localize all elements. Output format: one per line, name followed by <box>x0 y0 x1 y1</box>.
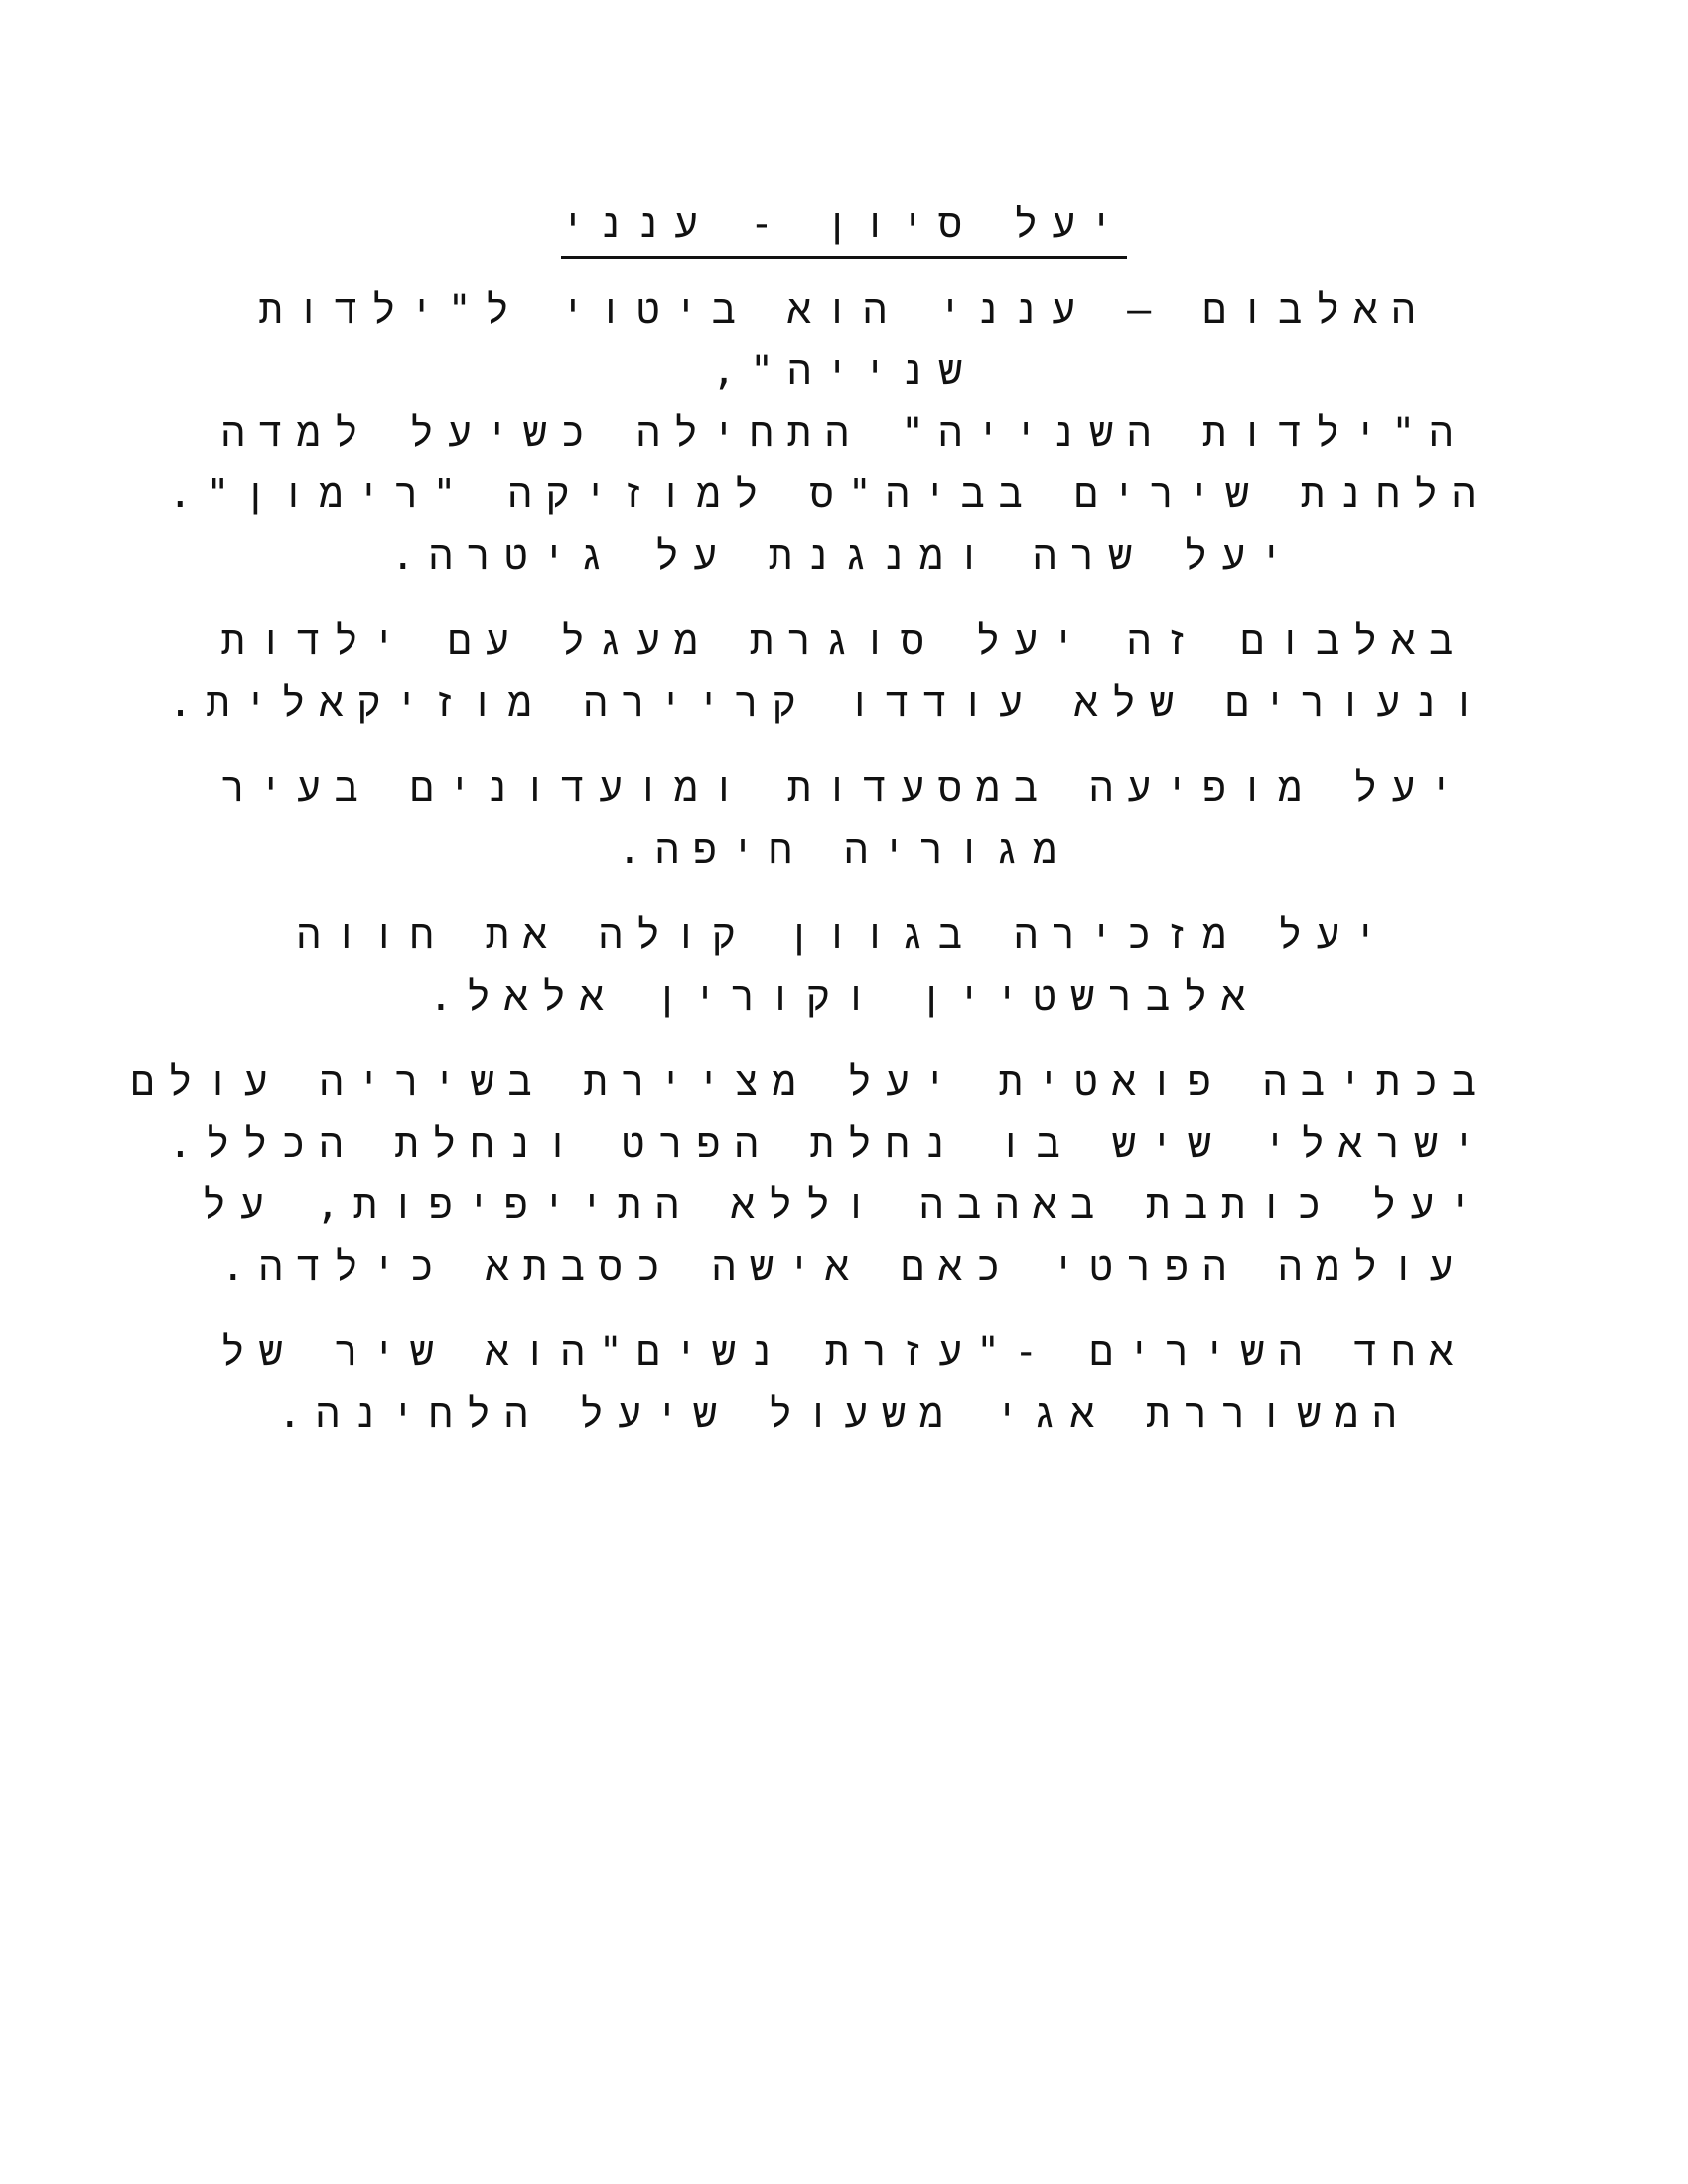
paragraph-line: הלחנת שירים בביה"ס למוזיקה "רימון". <box>168 472 1489 517</box>
paragraph-line: יעל כותבת באהבה וללא התייפיפות, על <box>202 1182 1486 1228</box>
document-title-text: יעל סיון - ענני <box>561 195 1127 259</box>
paragraph-song-note <box>199 1321 1489 1444</box>
paragraph-line: ה"ילדות השנייה" התחילה כשיעל למדה <box>220 410 1468 456</box>
paragraph-line: יעל מזכירה בגוון קולה את חווה <box>296 912 1392 958</box>
paragraph-line: יעל שרה ומנגנת על גיטרה. <box>390 533 1298 579</box>
paragraph-line: ישראלי שיש בו נחלת הפרט ונחלת הכלל. <box>168 1121 1489 1166</box>
paragraph-line: בכתיבה פואטית יעל מציירת בשיריה עולם <box>130 1059 1489 1105</box>
paragraph-line: המשוררת אגי משעול שיעל הלחינה. <box>277 1391 1411 1436</box>
paragraph-closing-circle <box>168 611 1489 734</box>
paragraph-voice <box>199 904 1489 1027</box>
paragraph-line: באלבום זה יעל סוגרת מעגל עם ילדות <box>220 618 1468 664</box>
paragraph-line: ונעורים שלא עודדו קריירה מוזיקאלית. <box>168 680 1489 726</box>
paragraph-line: שנייה", <box>711 348 977 394</box>
paragraph-performances <box>199 757 1489 881</box>
paragraph-line: אלברשטיין וקורין אלאל. <box>428 974 1260 1020</box>
paragraph-line: עולמה הפרטי כאם אישה כסבתא כילדה. <box>220 1244 1468 1290</box>
document-body <box>130 195 1489 1468</box>
paragraph-album-intro <box>168 279 1489 587</box>
paragraph-line: אחד השירים -"עזרת נשים"הוא שיר של <box>220 1329 1468 1375</box>
paragraph-poetic-writing <box>130 1051 1489 1297</box>
paragraph-line: יעל מופיעה במסעדות ומועדונים בעיר <box>220 765 1468 811</box>
paragraph-line: האלבום – ענני הוא ביטוי ל"ילדות <box>258 287 1430 333</box>
document-title <box>199 195 1489 259</box>
paragraph-line: מגוריה חיפה. <box>617 827 1071 873</box>
